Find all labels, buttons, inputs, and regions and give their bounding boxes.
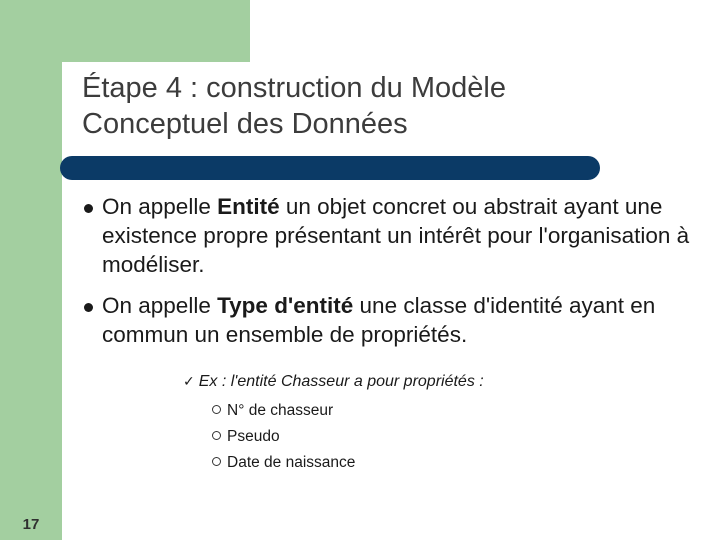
property-item bbox=[212, 398, 355, 424]
property-label: N° de chasseur bbox=[227, 402, 334, 419]
bullet-suffix: un objet concret ou abstrait ayant une existence propre présentant un intérêt pour l'organisation à modéliser. bbox=[102, 194, 690, 277]
check-mark-icon: ✓ bbox=[183, 373, 195, 389]
property-label: Pseudo bbox=[227, 428, 280, 445]
decor-left-strip bbox=[0, 0, 62, 540]
hollow-circle-icon bbox=[212, 457, 221, 466]
example-text: Ex : l'entité Chasseur a pour propriétés : bbox=[198, 373, 484, 390]
example-line bbox=[183, 373, 484, 391]
bullet-entite bbox=[82, 192, 702, 279]
property-item bbox=[212, 450, 355, 476]
bullet-prefix: On appelle bbox=[102, 293, 218, 318]
hollow-circle-icon bbox=[212, 405, 221, 414]
bullet-list bbox=[82, 192, 702, 349]
property-label: Date de naissance bbox=[227, 454, 356, 471]
title-underline-bar bbox=[60, 156, 600, 180]
bullet-term-entite: Entité bbox=[217, 194, 280, 219]
property-item bbox=[212, 424, 355, 450]
hollow-circle-icon bbox=[212, 431, 221, 440]
slide-title-line-1: Étape 4 : construction du Modèle bbox=[82, 72, 506, 104]
slide-number: 17 bbox=[22, 516, 40, 533]
bullet-dot-icon bbox=[84, 204, 93, 213]
property-list bbox=[212, 398, 355, 476]
bullet-prefix: On appelle bbox=[102, 194, 218, 219]
bullet-type-entite bbox=[82, 291, 702, 349]
bullet-dot-icon bbox=[84, 303, 93, 312]
bullet-suffix: une classe d'identité ayant en commun un ensemble de propriétés. bbox=[102, 293, 656, 347]
bullet-term-type-entite: Type d'entité bbox=[217, 293, 354, 318]
slide-title-line-2: Conceptuel des Données bbox=[82, 108, 408, 140]
slide-title bbox=[82, 70, 682, 142]
